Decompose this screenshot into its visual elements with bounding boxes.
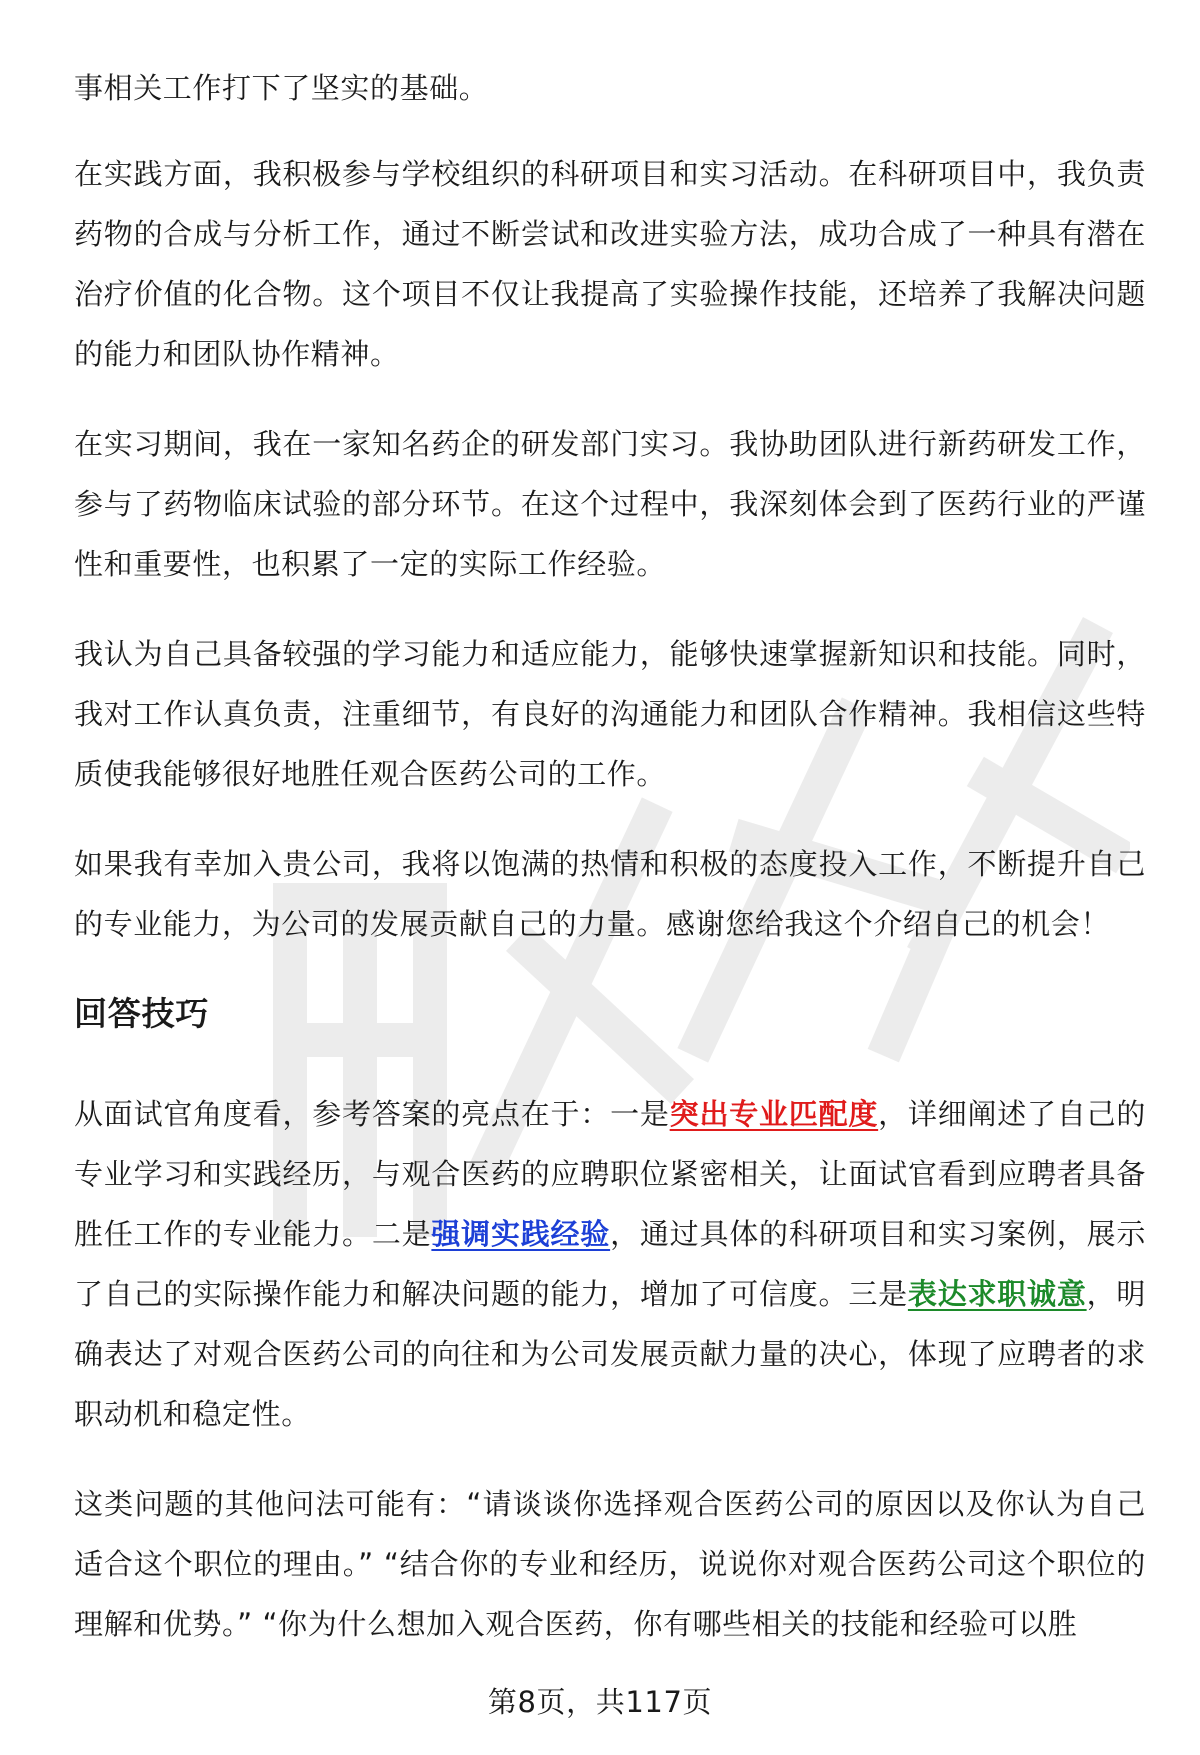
highlight-sincerity: 表达求职诚意 [907,1277,1087,1311]
highlight-professional-match: 突出专业匹配度 [669,1097,879,1131]
highlight-practical-experience: 强调实践经验 [431,1217,611,1251]
document-page [74,58,1146,1684]
paragraph-other-questions: 这类问题的其他问法可能有：“请谈谈你选择观合医药公司的原因以及你认为自己适合这个职位的理由。” “结合你的专业和经历，说说你对观合医药公司这个职位的理解和优势。” “你为什么想加入观合医药，你有哪些相关的技能和经验可以胜 [74,1487,1146,1641]
tips-text-4: ，明确表达了对观合医药公司的向往和为公司发展贡献力量的决心，体现了应聘者的求职动机和稳定性。 [74,1277,1146,1431]
tips-text-1: 从面试官角度看，参考答案的亮点在于：一是 [74,1097,670,1131]
paragraph-foundation: 事相关工作打下了坚实的基础。 [74,71,489,105]
paragraph-practice: 在实践方面，我积极参与学校组织的科研项目和实习活动。在科研项目中，我负责药物的合成与分析工作，通过不断尝试和改进实验方法，成功合成了一种具有潜在治疗价值的化合物。这个项目不仅让我提高了实验操作技能，还培养了我解决问题的能力和团队协作精神。 [74,157,1146,371]
section-heading-tips: 回答技巧 [74,994,210,1033]
paragraph-closing: 如果我有幸加入贵公司，我将以饱满的热情和积极的态度投入工作，不断提升自己的专业能力，为公司的发展贡献自己的力量。感谢您给我这个介绍自己的机会！ [74,847,1146,941]
paragraph-abilities: 我认为自己具备较强的学习能力和适应能力，能够快速掌握新知识和技能。同时，我对工作认真负责，注重细节，有良好的沟通能力和团队合作精神。我相信这些特质使我能够很好地胜任观合医药公司的工作。 [74,637,1146,791]
paragraph-tips [74,1084,1146,1444]
paragraph-internship: 在实习期间，我在一家知名药企的研发部门实习。我协助团队进行新药研发工作，参与了药物临床试验的部分环节。在这个过程中，我深刻体会到了医药行业的严谨性和重要性，也积累了一定的实际工作经验。 [74,427,1146,581]
tips-text-3: ，通过具体的科研项目和实习案例，展示了自己的实际操作能力和解决问题的能力，增加了可信度。三是 [74,1217,1146,1311]
tips-text-2: ，详细阐述了自己的专业学习和实践经历，与观合医药的应聘职位紧密相关，让面试官看到应聘者具备胜任工作的专业能力。二是 [74,1097,1146,1251]
page-number-footer: 第8页，共117页 [487,1685,713,1719]
